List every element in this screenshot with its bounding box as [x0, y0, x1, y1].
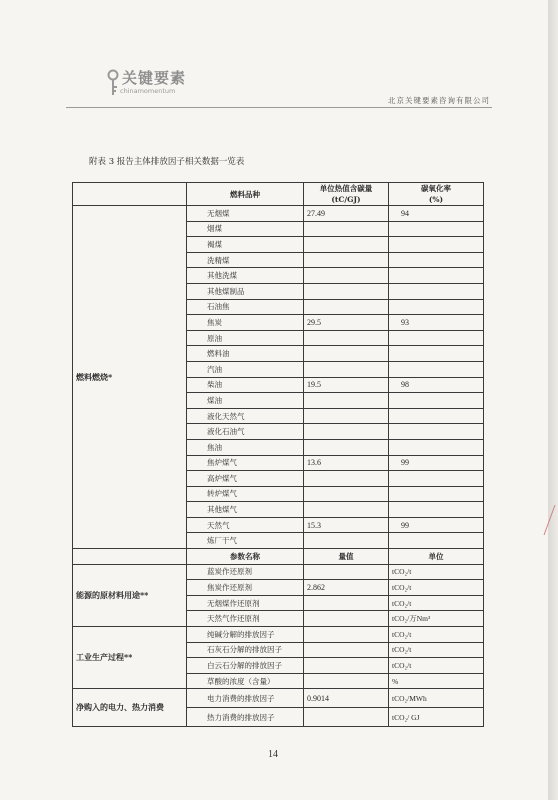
logo-subtitle: chinamomentum [120, 87, 176, 95]
heat-value-cell [304, 283, 389, 299]
param-value-cell [304, 708, 389, 727]
oxidation-value-cell: 93 [389, 315, 484, 331]
fuel-name-cell: 其他煤气 [187, 502, 304, 518]
heat-value-cell [304, 252, 389, 268]
oxidation-value-cell [389, 361, 484, 377]
param-name-cell: 电力消费的排放因子 [187, 689, 304, 708]
param-value-cell: 2.862 [304, 580, 389, 596]
param-name-cell: 蓝炭作还原剂 [187, 564, 304, 580]
oxidation-value-cell [389, 268, 484, 284]
param-value-cell [304, 595, 389, 611]
fuel-name-cell: 烟煤 [187, 221, 304, 237]
heat-value-cell [304, 268, 389, 284]
param-name-cell: 白云石分解的排放因子 [187, 658, 304, 674]
fuel-name-cell: 焦油 [187, 439, 304, 455]
param-unit-cell: tCO₂/t [389, 580, 484, 596]
oxidation-value-cell [389, 502, 484, 518]
param-unit-cell: tCO₂/MWh [389, 689, 484, 708]
oxidation-value-cell [389, 252, 484, 268]
heat-value-cell [304, 346, 389, 362]
table-row [73, 627, 484, 643]
oxidation-value-cell [389, 408, 484, 424]
heat-value-cell: 19.5 [304, 377, 389, 393]
param-name-header: 参数名称 [187, 549, 304, 565]
param-unit-cell: tCO₂/ GJ [389, 708, 484, 727]
header-divider [66, 107, 492, 108]
category-industrial-process: 工业生产过程** [73, 627, 187, 689]
fuel-name-cell: 其他洗煤 [187, 268, 304, 284]
param-name-cell: 纯碱分解的排放因子 [187, 627, 304, 643]
heat-value-cell [304, 533, 389, 549]
param-unit-cell: tCO₂/万Nm³ [389, 611, 484, 627]
heat-value-cell [304, 361, 389, 377]
param-name-cell: 草酸的浓度（含量） [187, 673, 304, 689]
oxidation-value-cell [389, 471, 484, 487]
param-name-cell: 焦炭作还原剂 [187, 580, 304, 596]
fuel-name-cell: 煤油 [187, 393, 304, 409]
heat-value-cell [304, 502, 389, 518]
oxidation-value-cell [389, 330, 484, 346]
oxidation-value-cell [389, 237, 484, 253]
param-unit-cell: tCO₂/t [389, 627, 484, 643]
header-heat: 单位热值含碳量 (tC/GJ) [304, 183, 389, 206]
fuel-name-cell: 燃料油 [187, 346, 304, 362]
param-value-cell [304, 627, 389, 643]
page-number: 14 [268, 749, 278, 760]
param-value-cell [304, 673, 389, 689]
oxidation-value-cell [389, 221, 484, 237]
param-unit-cell: tCO₂/t [389, 595, 484, 611]
heat-value-cell [304, 393, 389, 409]
heat-value-cell: 15.3 [304, 517, 389, 533]
oxidation-value-cell: 99 [389, 517, 484, 533]
table-header-row [73, 183, 484, 206]
param-name-cell: 石灰石分解的排放因子 [187, 642, 304, 658]
page-edge [548, 0, 558, 800]
oxidation-value-cell [389, 346, 484, 362]
category-purchased-power-heat: 净购入的电力、热力消费 [73, 689, 187, 727]
fuel-name-cell: 焦炭 [187, 315, 304, 331]
heat-value-cell [304, 486, 389, 502]
fuel-name-cell: 高炉煤气 [187, 471, 304, 487]
table-row [73, 206, 484, 222]
fuel-name-cell: 其他煤制品 [187, 283, 304, 299]
fuel-name-cell: 炼厂干气 [187, 533, 304, 549]
param-value-cell [304, 611, 389, 627]
table-caption: 附表 3 报告主体排放因子相关数据一览表 [89, 157, 245, 167]
header-fuel: 燃料品种 [187, 183, 304, 206]
param-value-cell: 0.9014 [304, 689, 389, 708]
fuel-name-cell: 原油 [187, 330, 304, 346]
header-blank-cell [73, 183, 187, 206]
fuel-name-cell: 无烟煤 [187, 206, 304, 222]
param-name-cell: 无烟煤作还原剂 [187, 595, 304, 611]
emission-factor-table [72, 182, 484, 727]
oxidation-value-cell [389, 424, 484, 440]
oxidation-value-cell [389, 283, 484, 299]
oxidation-value-cell: 98 [389, 377, 484, 393]
param-unit-cell: tCO₂/t [389, 642, 484, 658]
param-unit-header: 单位 [389, 549, 484, 565]
heat-value-cell [304, 330, 389, 346]
oxidation-value-cell [389, 486, 484, 502]
fuel-name-cell: 焦炉煤气 [187, 455, 304, 471]
heat-value-cell: 27.49 [304, 206, 389, 222]
oxidation-value-cell [389, 299, 484, 315]
fuel-name-cell: 转炉煤气 [187, 486, 304, 502]
param-unit-cell: % [389, 673, 484, 689]
param-header-row [73, 549, 484, 565]
oxidation-value-cell [389, 393, 484, 409]
oxidation-value-cell: 99 [389, 455, 484, 471]
heat-value-cell [304, 237, 389, 253]
heat-value-cell [304, 299, 389, 315]
param-unit-cell: tCO₂/t [389, 658, 484, 674]
param-value-cell [304, 642, 389, 658]
heat-value-cell [304, 408, 389, 424]
param-value-cell [304, 658, 389, 674]
heat-value-cell: 13.6 [304, 455, 389, 471]
heat-value-cell [304, 221, 389, 237]
heat-value-cell: 29.5 [304, 315, 389, 331]
heat-value-cell [304, 471, 389, 487]
category-fuel-combustion: 燃料燃烧* [73, 206, 187, 549]
param-blank-cell [73, 549, 187, 565]
oxidation-value-cell [389, 439, 484, 455]
oxidation-value-cell [389, 533, 484, 549]
oxidation-value-cell: 94 [389, 206, 484, 222]
param-name-cell: 热力消费的排放因子 [187, 708, 304, 727]
fuel-name-cell: 液化天然气 [187, 408, 304, 424]
header-oxidation: 碳氧化率 (%) [389, 183, 484, 206]
company-name: 北京关键要素咨询有限公司 [388, 96, 490, 105]
table-row [73, 689, 484, 708]
fuel-name-cell: 石油焦 [187, 299, 304, 315]
heat-value-cell [304, 424, 389, 440]
param-unit-cell: tCO₂/t [389, 564, 484, 580]
param-value-cell [304, 564, 389, 580]
fuel-name-cell: 柴油 [187, 377, 304, 393]
fuel-name-cell: 褐煤 [187, 237, 304, 253]
fuel-name-cell: 液化石油气 [187, 424, 304, 440]
param-name-cell: 天然气作还原剂 [187, 611, 304, 627]
fuel-name-cell: 洗精煤 [187, 252, 304, 268]
param-value-header: 量值 [304, 549, 389, 565]
table-row [73, 564, 484, 580]
category-energy-feedstock: 能源的原材料用途** [73, 564, 187, 626]
heat-value-cell [304, 439, 389, 455]
logo-text: 关键要素 [122, 69, 187, 87]
fuel-name-cell: 天然气 [187, 517, 304, 533]
fuel-name-cell: 汽油 [187, 361, 304, 377]
